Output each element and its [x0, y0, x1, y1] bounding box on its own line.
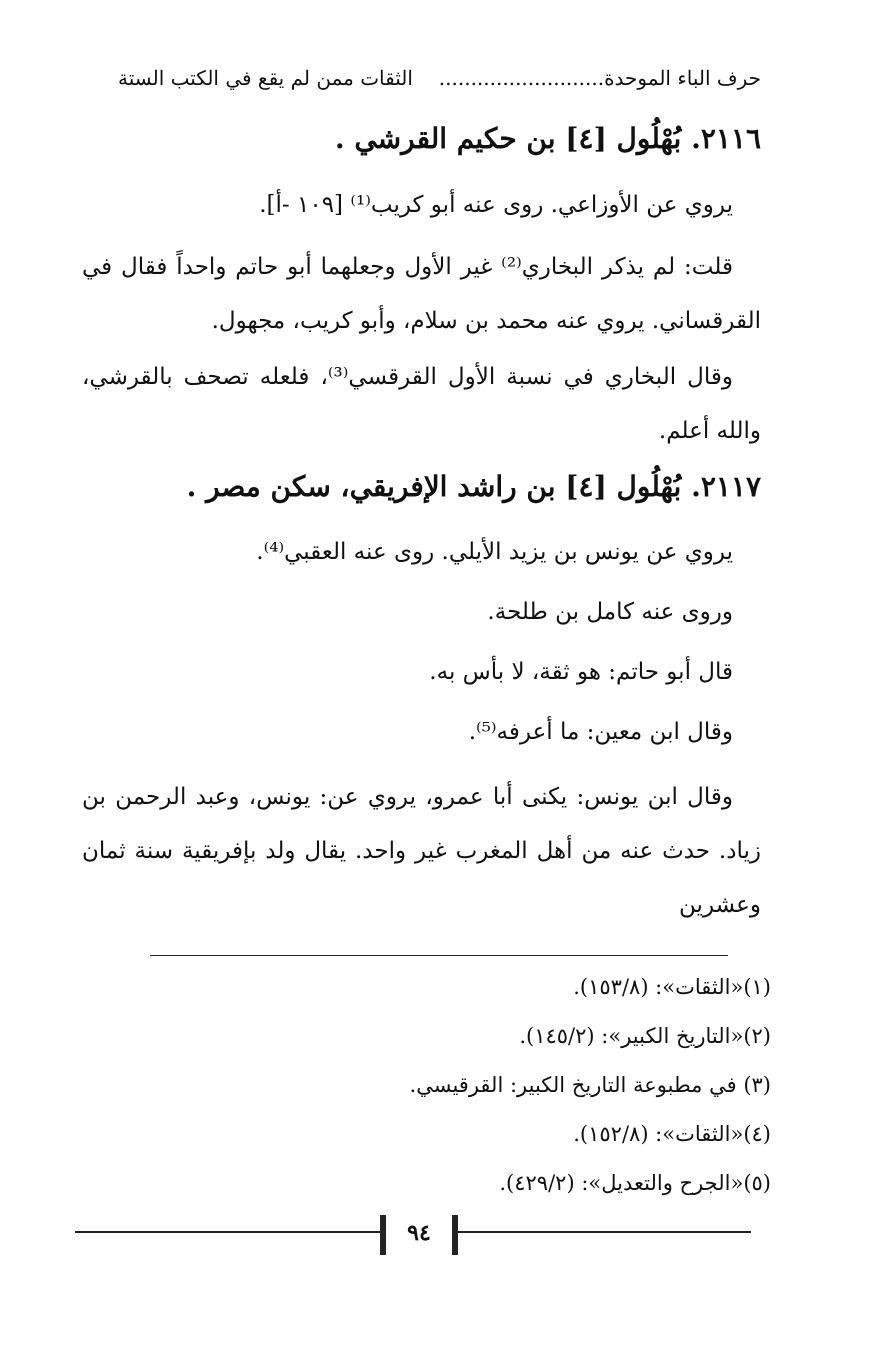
page-number: ٩٤ [380, 1215, 458, 1255]
footnote: (١)«الثقات»: (١٥٣/٨). [573, 975, 771, 999]
footnote-separator [150, 955, 728, 956]
footnote: (٣) في مطبوعة التاريخ الكبير: القرقيسي. [409, 1073, 771, 1097]
header-dots: .......................... [438, 66, 605, 90]
entry-paragraph: وقال ابن يونس: يكنى أبا عمرو، يروي عن: يونس، وعبد الرحمن بن زياد. حدث عنه من أهل المغرب غير واحد. يقال ولد بإفريقية سنة ثمان وعشرين [82, 784, 761, 918]
entry-number: ٢١١٧. [691, 470, 761, 503]
footnote: (٥)«الجرح والتعديل»: (٤٢٩/٢). [499, 1171, 771, 1195]
entry-paragraph: قال أبو حاتم: هو ثقة، لا بأس به. [429, 659, 733, 685]
footnote: (٢)«التاريخ الكبير»: (١٤٥/٢). [519, 1024, 771, 1048]
entry-title [118, 470, 761, 503]
entry-paragraph: قلت: لم يذكر البخاري⁽²⁾ غير الأول وجعلهما أبو حاتم واحداً فقال في القرقساني. يروي عنه محمد بن سلام، وأبو كريب، مجهول. [82, 254, 761, 334]
entry-paragraph: وقال البخاري في نسبة الأول القرقسي⁽³⁾، فلعله تصحف بالقرشي، والله أعلم. [82, 364, 761, 444]
entry-paragraph: يروي عن يونس بن يزيد الأيلي. روى عنه العقبي⁽⁴⁾. [256, 539, 733, 565]
entry-name: بُهْلُول [٤] بن راشد الإفريقي، سكن مصر . [186, 470, 682, 503]
entry-paragraph: يروي عن الأوزاعي. روى عنه أبو كريب⁽¹⁾ [١٠٩ -أ]. [259, 192, 733, 218]
footnote: (٤)«الثقات»: (١٥٢/٨). [573, 1122, 771, 1146]
entry-name: بُهْلُول [٤] بن حكيم القرشي . [334, 122, 682, 155]
entry-number: ٢١١٦. [691, 122, 761, 155]
running-header [118, 66, 761, 100]
header-chapter-title [439, 66, 761, 90]
entry-paragraph: وروى عنه كامل بن طلحة. [487, 599, 733, 625]
entry-paragraph: وقال ابن معين: ما أعرفه⁽⁵⁾. [468, 719, 733, 745]
header-book-title: الثقات ممن لم يقع في الكتب الستة [118, 66, 413, 90]
header-chapter-text: حرف الباء الموحدة [604, 66, 761, 90]
